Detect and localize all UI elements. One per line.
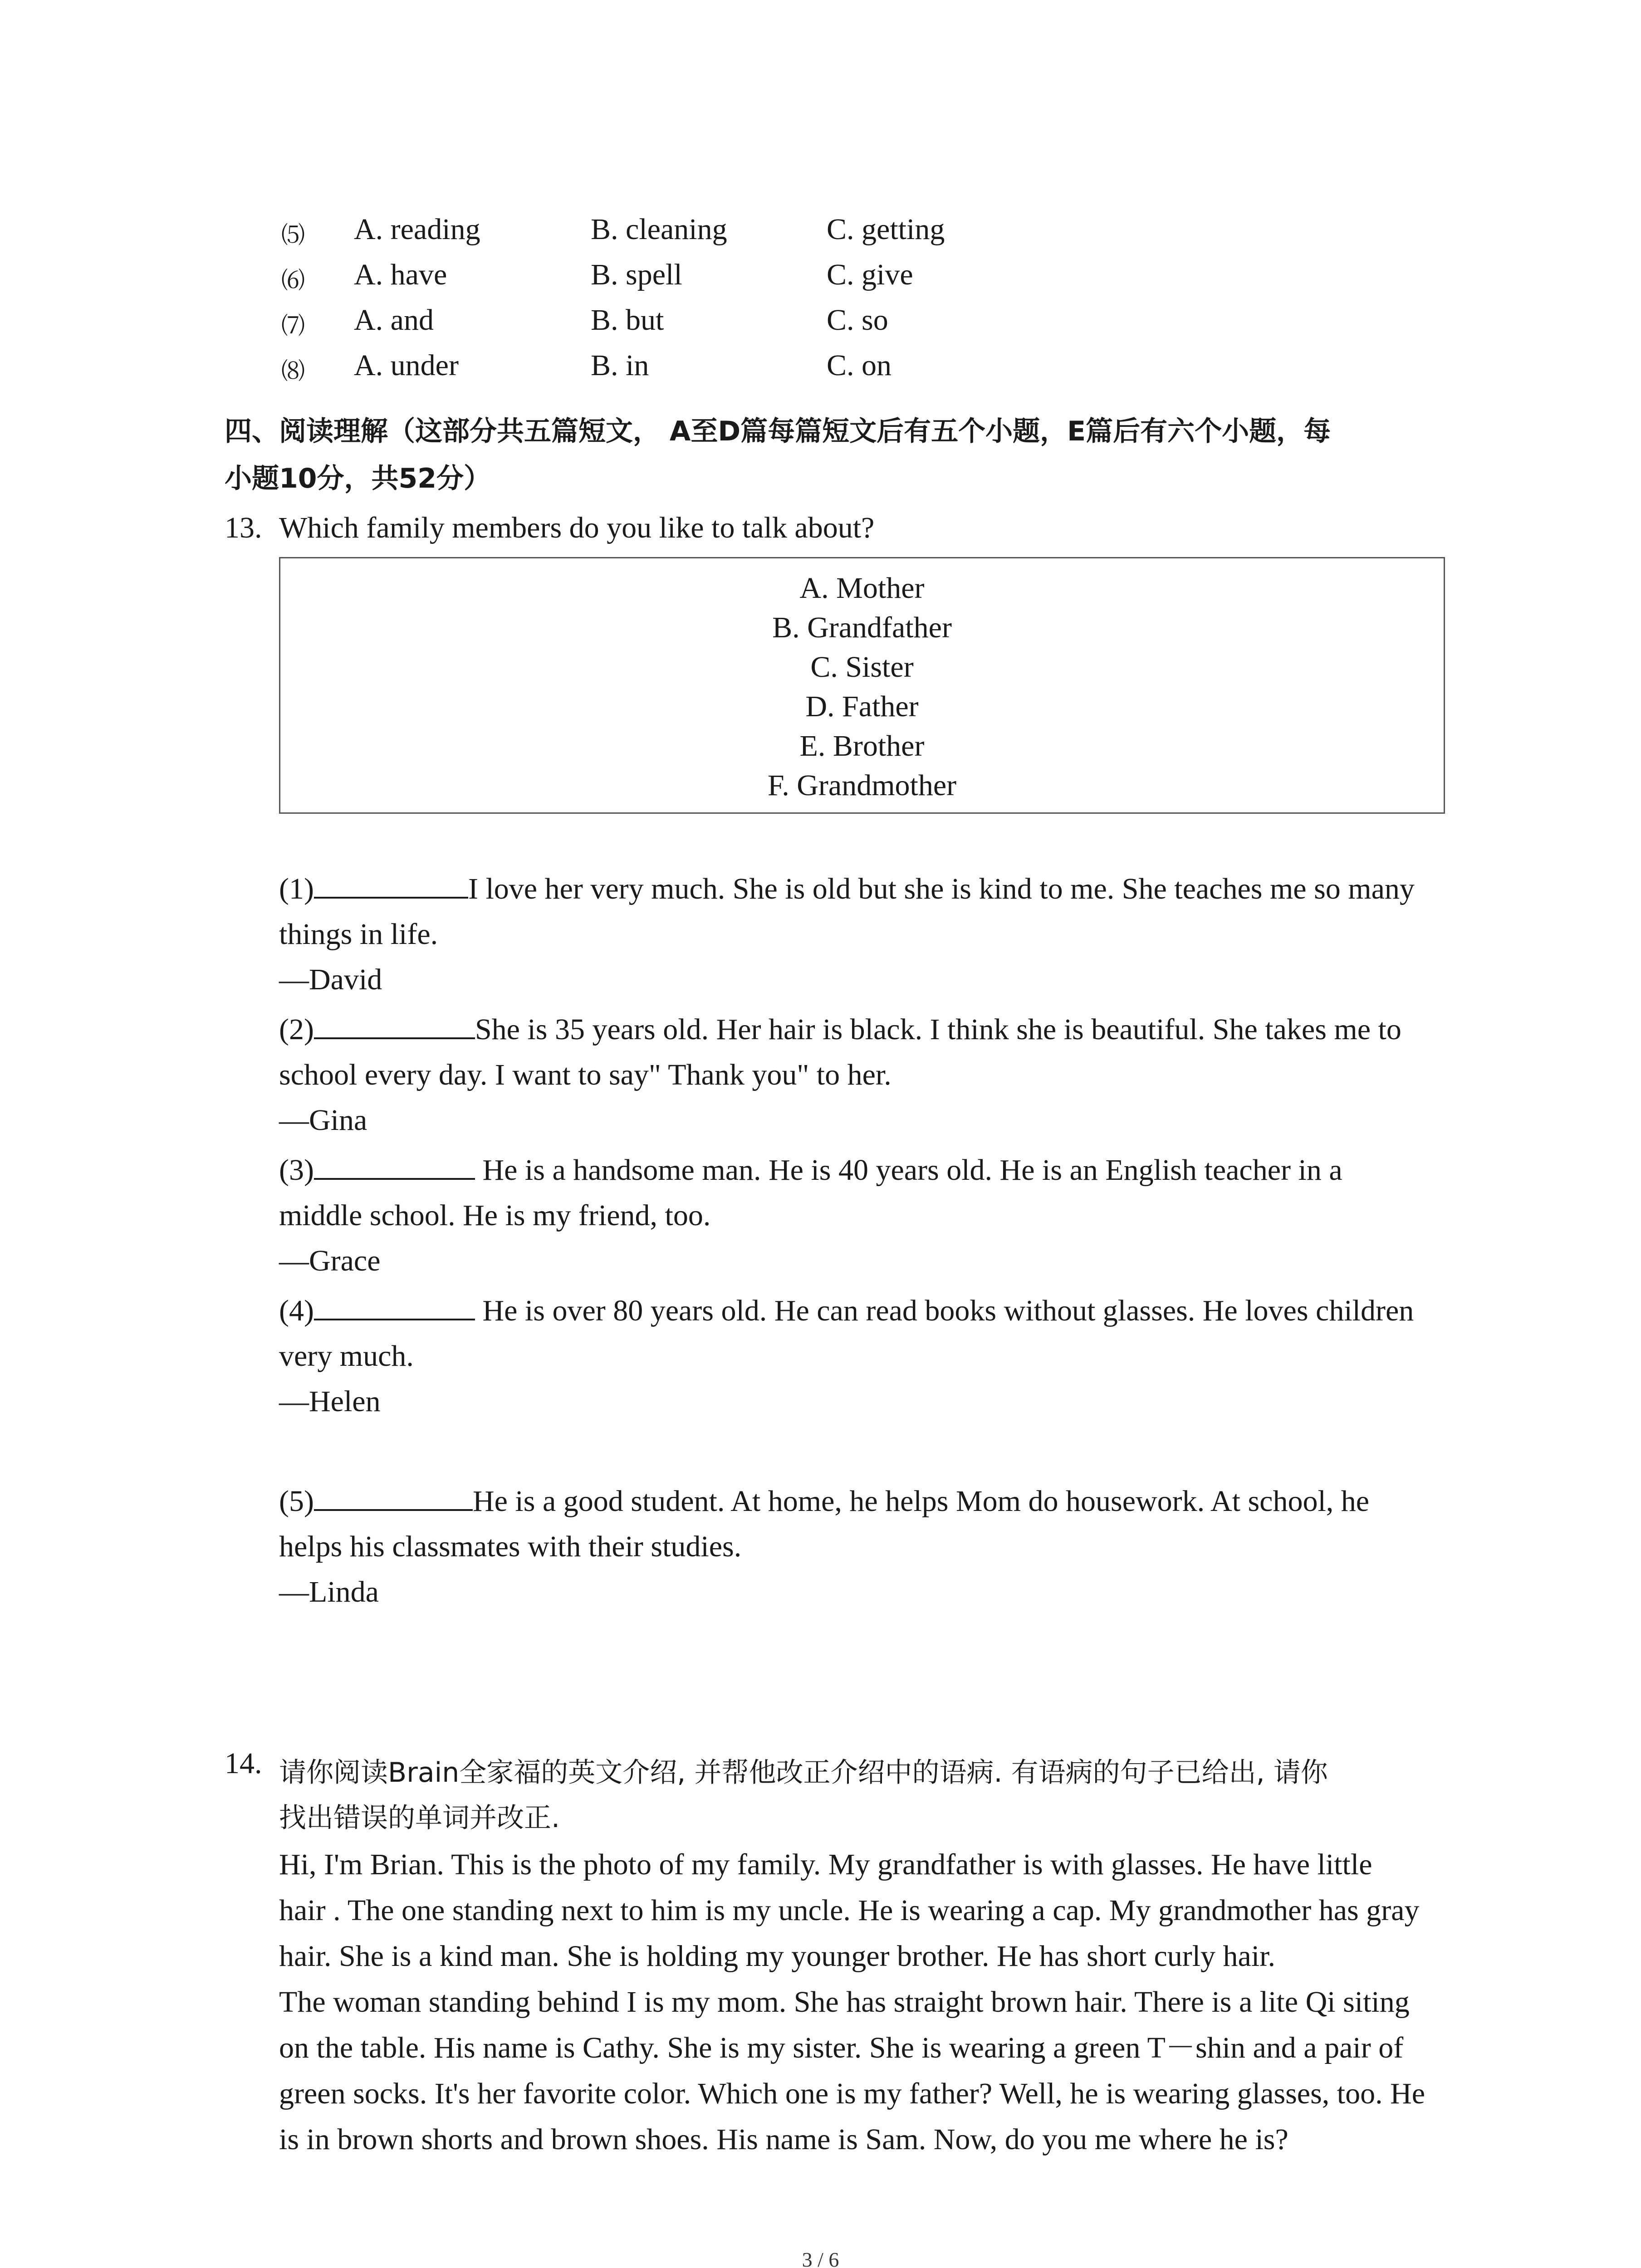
reading-item: [279, 1479, 1450, 1615]
item-label: (1): [279, 872, 314, 905]
item-text: I love her very much. She is old but she is kind to me. She teaches me so many: [468, 872, 1415, 905]
choice-item: A. Mother: [799, 572, 925, 605]
option-b: B. cleaning: [591, 213, 727, 246]
instruction-line2: 找出错误的单词并改正.: [279, 1802, 560, 1834]
item-label: (5): [279, 1485, 314, 1518]
option-a: A. and: [354, 303, 434, 337]
passage-line: hair. She is a kind man. She is holding my younger brother. He has short curly hair.: [279, 1940, 1276, 1973]
item-label: (3): [279, 1154, 314, 1187]
item-signature: —Gina: [279, 1104, 367, 1137]
question-number: 14.: [225, 1747, 262, 1780]
passage-line: Hi, I'm Brian. This is the photo of my family. My grandfather is with glasses. He have little: [279, 1848, 1372, 1881]
question-number: 13.: [225, 511, 262, 544]
option-c: C. so: [827, 303, 888, 337]
choice-item: B. Grandfather: [772, 611, 952, 644]
passage-line: hair . The one standing next to him is my uncle. He is wearing a cap. My grandmother has gray: [279, 1894, 1420, 1927]
item-text-cont: helps his classmates with their studies.: [279, 1530, 742, 1563]
choice-box: [279, 557, 1445, 814]
section-heading-line1: 四、阅读理解（这部分共五篇短文， A至D篇每篇短文后有五个小题，E篇后有六个小题，每: [225, 415, 1331, 447]
answer-blank[interactable]: [314, 1153, 475, 1180]
reading-item: [279, 1288, 1450, 1424]
option-a: A. reading: [354, 213, 480, 246]
choice-item: F. Grandmother: [767, 769, 957, 802]
reading-item: [279, 1148, 1450, 1284]
item-text: She is 35 years old. Her hair is black. I think she is beautiful. She takes me to: [475, 1013, 1401, 1046]
item-text-cont: very much.: [279, 1339, 414, 1373]
option-a: A. under: [354, 349, 459, 382]
item-signature: —David: [279, 963, 382, 996]
answer-blank[interactable]: [314, 1484, 473, 1511]
item-label: (4): [279, 1294, 314, 1327]
option-number: ⑹: [281, 267, 305, 294]
item-label: (2): [279, 1013, 314, 1046]
option-number: ⑺: [281, 313, 305, 340]
item-text-cont: middle school. He is my friend, too.: [279, 1199, 711, 1232]
option-c: C. getting: [827, 213, 945, 246]
answer-blank[interactable]: [314, 871, 468, 899]
option-a: A. have: [354, 258, 447, 291]
option-number: ⑻: [281, 358, 305, 385]
passage-line: green socks. It's her favorite color. Which one is my father? Well, he is wearing glasses, too. He: [279, 2077, 1425, 2110]
choice-item: C. Sister: [810, 650, 914, 684]
option-b: B. spell: [591, 258, 682, 291]
answer-blank[interactable]: [314, 1012, 475, 1039]
option-b: B. in: [591, 349, 649, 382]
page-number: 3 / 6: [802, 2248, 839, 2268]
item-signature: —Grace: [279, 1244, 381, 1277]
item-text: He is over 80 years old. He can read books without glasses. He loves children: [475, 1294, 1414, 1327]
item-text-cont: things in life.: [279, 918, 438, 951]
choice-item: E. Brother: [799, 729, 925, 763]
question-text: Which family members do you like to talk about?: [279, 511, 875, 544]
item-signature: —Linda: [279, 1575, 379, 1608]
passage-line: on the table. His name is Cathy. She is my sister. She is wearing a green T－shin and a pair of: [279, 2031, 1404, 2064]
section-heading-line2: 小题10分，共52分）: [225, 463, 491, 494]
option-c: C. give: [827, 258, 913, 291]
reading-item: [279, 866, 1450, 1002]
item-signature: —Helen: [279, 1385, 381, 1418]
reading-item: [279, 1007, 1450, 1143]
option-number: ⑸: [281, 222, 305, 249]
item-text: He is a handsome man. He is 40 years old. He is an English teacher in a: [475, 1154, 1342, 1187]
passage-line: The woman standing behind I is my mom. She has straight brown hair. There is a lite Qi siting: [279, 1985, 1410, 2019]
answer-blank[interactable]: [314, 1293, 475, 1320]
option-c: C. on: [827, 349, 892, 382]
item-text-cont: school every day. I want to say" Thank you" to her.: [279, 1058, 892, 1091]
choice-item: D. Father: [805, 690, 919, 723]
instruction-line1: 请你阅读Brain全家福的英文介绍, 并帮他改正介绍中的语病. 有语病的句子已给出, 请你: [279, 1757, 1328, 1789]
passage-line: is in brown shorts and brown shoes. His name is Sam. Now, do you me where he is?: [279, 2123, 1288, 2156]
option-b: B. but: [591, 303, 664, 337]
item-text: He is a good student. At home, he helps Mom do housework. At school, he: [472, 1485, 1370, 1518]
passage: [279, 1842, 1425, 2162]
